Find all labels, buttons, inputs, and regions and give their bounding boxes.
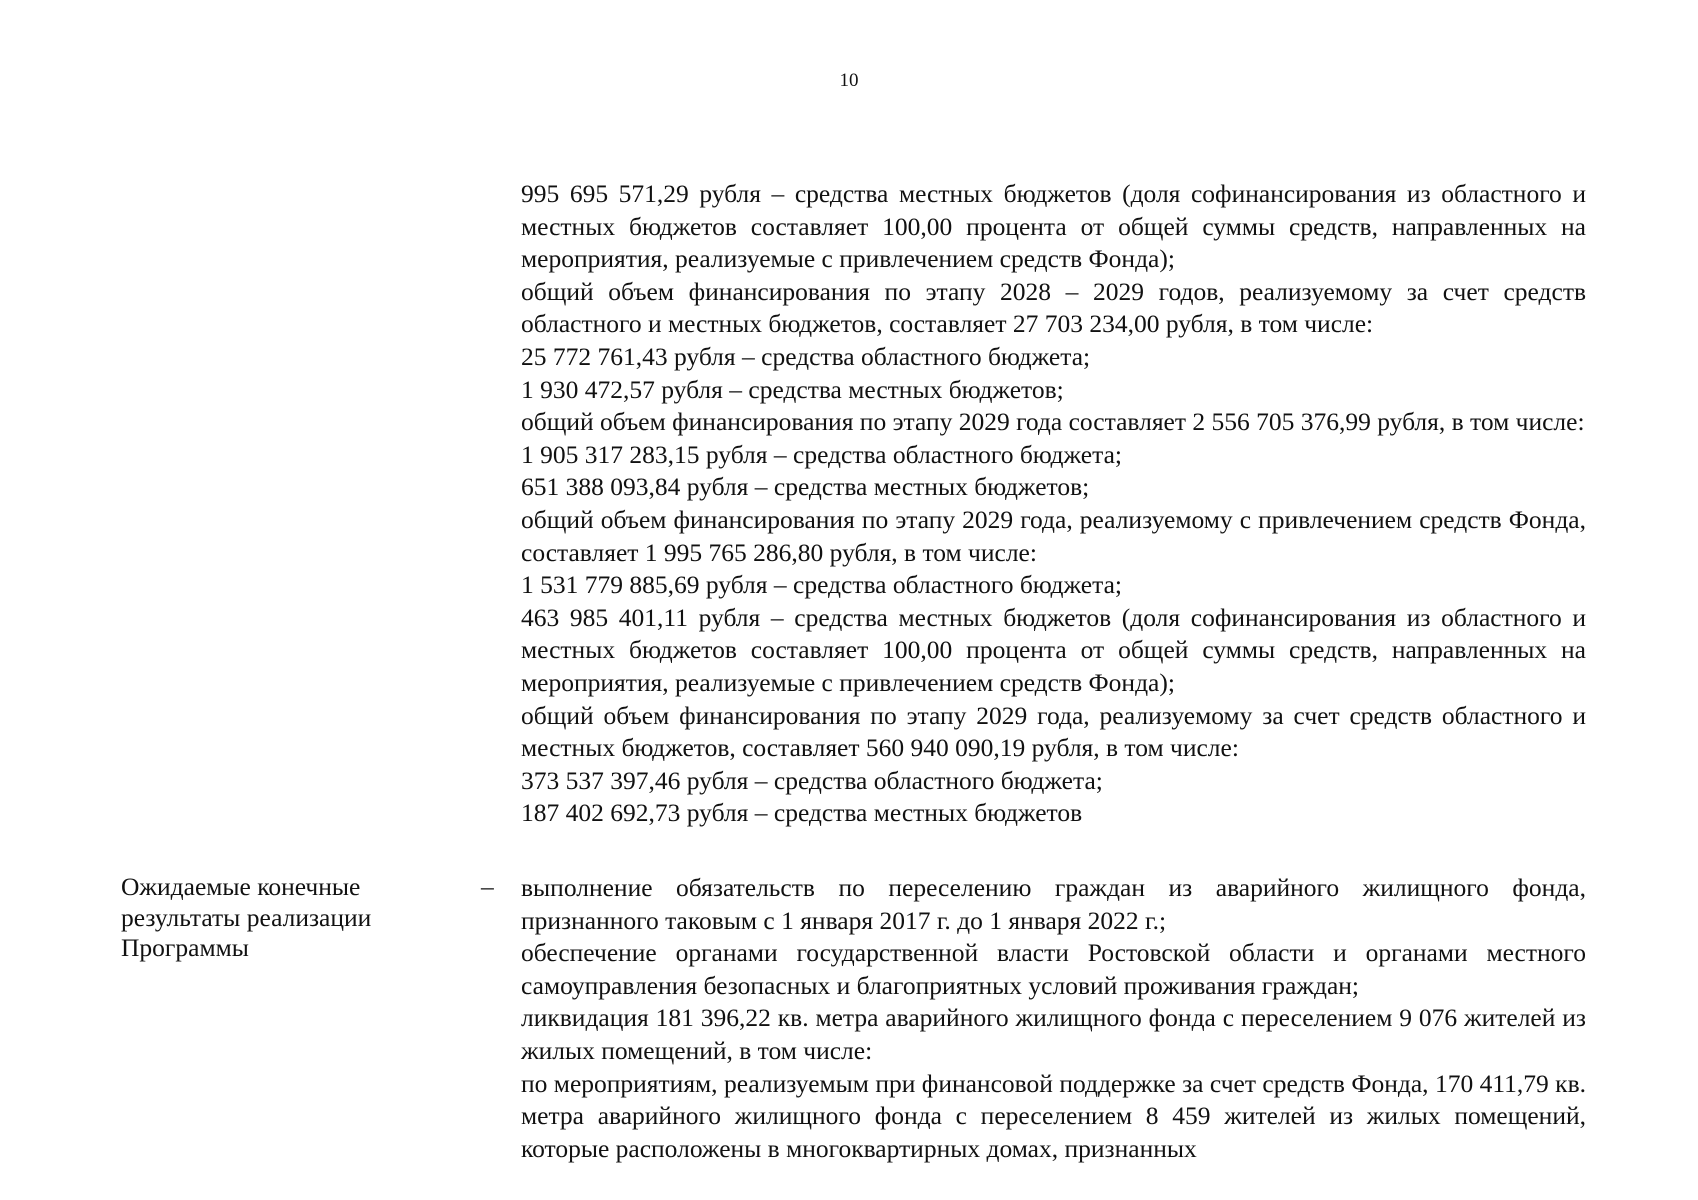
- financing-paragraph: 1 531 779 885,69 рубля – средства областного бюджета;: [521, 570, 1122, 600]
- financing-text-block: [521, 178, 1586, 830]
- results-paragraph: выполнение обязательств по переселению граждан из аварийного жилищного фонда, признанного таковым с 1 января 2017 г. до 1 января 2022 г.;: [521, 873, 1586, 935]
- results-paragraph: обеспечение органами государственной власти Ростовской области и органами местного самоуправления безопасных и благоприятных условий проживания граждан;: [521, 938, 1586, 1000]
- financing-paragraph: 25 772 761,43 рубля – средства областного бюджета;: [521, 341, 1091, 371]
- page-number: 10: [839, 70, 859, 91]
- results-paragraph: ликвидация 181 396,22 кв. метра аварийного жилищного фонда с переселением 9 076 жителей из жилых помещений, в том числе:: [521, 1003, 1586, 1065]
- financing-paragraph: 373 537 397,46 рубля – средства областного бюджета;: [521, 765, 1103, 795]
- financing-paragraph: общий объем финансирования по этапу 2029 года составляет 2 556 705 376,99 рубля, в том числе:: [521, 407, 1585, 437]
- financing-paragraph: 1 930 472,57 рубля – средства местных бюджетов;: [521, 374, 1064, 404]
- financing-paragraph: общий объем финансирования по этапу 2029 года, реализуемому за счет средств областного и местных бюджетов, составляет 560 940 090,19 рубля, в том числе:: [521, 700, 1586, 763]
- financing-paragraph: общий объем финансирования по этапу 2029 года, реализуемому с привлечением средств Фонда, составляет 1 995 765 286,80 рубля, в том числе:: [521, 504, 1586, 567]
- results-label-line: результаты реализации: [121, 902, 372, 932]
- results-label-line: Ожидаемые конечные: [121, 872, 361, 901]
- results-dash: –: [481, 872, 494, 901]
- results-label-line: Программы: [121, 933, 249, 962]
- financing-paragraph: 995 695 571,29 рубля – средства местных бюджетов (доля софинансирования из областного и местных бюджетов составляет 100,00 процента от общей суммы средств, направленных на мероприятия, реализуемые с привлечением средств Фонда);: [521, 179, 1586, 274]
- financing-paragraph: 1 905 317 283,15 рубля – средства областного бюджета;: [521, 439, 1122, 469]
- financing-paragraph: общий объем финансирования по этапу 2028 – 2029 годов, реализуемому за счет средств областного и местных бюджетов, составляет 27 703 234,00 рубля, в том числе:: [521, 276, 1586, 339]
- results-paragraph: по мероприятиям, реализуемым при финансовой поддержке за счет средств Фонда, 170 411,79 кв. метра аварийного жилищного фонда с переселением 8 459 жителей из жилых помещений, которые расположены в многоквартирных домах, признанных: [521, 1068, 1586, 1163]
- results-label: [121, 872, 451, 964]
- financing-paragraph: 651 388 093,84 рубля – средства местных бюджетов;: [521, 472, 1090, 502]
- financing-paragraph: 187 402 692,73 рубля – средства местных бюджетов: [521, 798, 1083, 828]
- financing-paragraph: 463 985 401,11 рубля – средства местных бюджетов (доля софинансирования из областного и местных бюджетов составляет 100,00 процента от общей суммы средств, направленных на мероприятия, реализуемые с привлечением средств Фонда);: [521, 602, 1586, 697]
- results-text-block: [521, 872, 1586, 1165]
